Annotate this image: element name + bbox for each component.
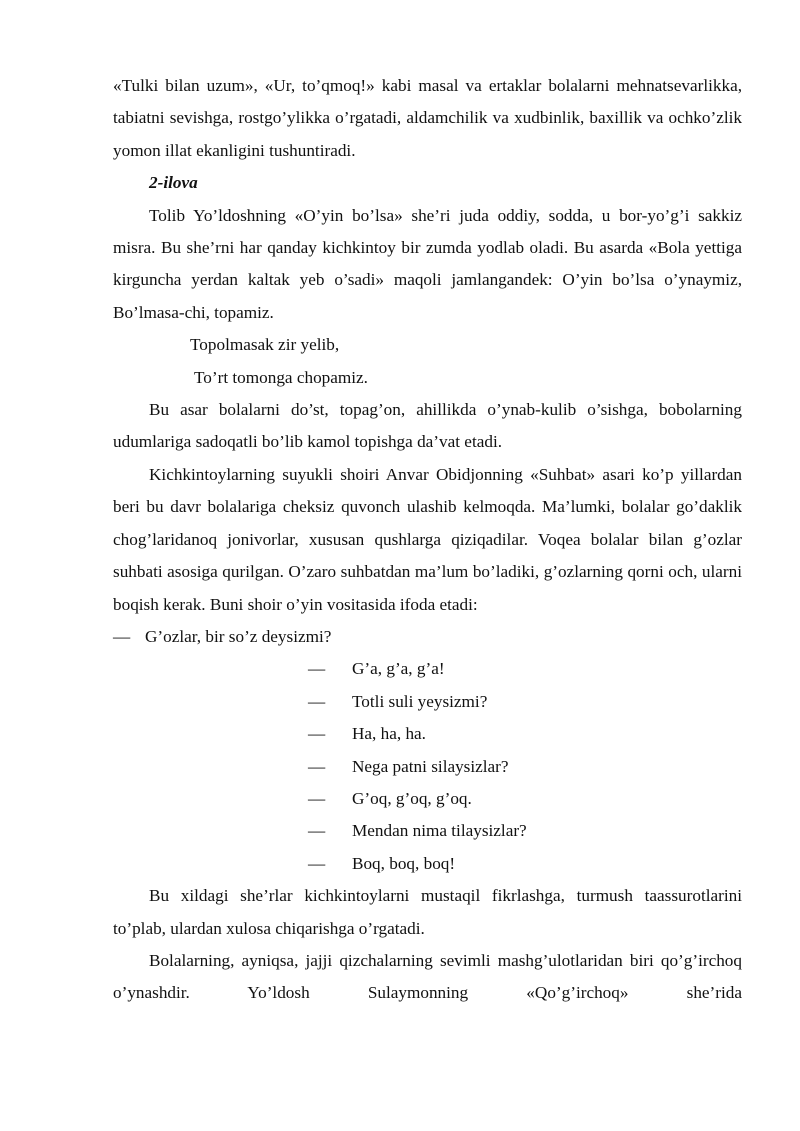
dialog-text: Nega patni silaysizlar? xyxy=(352,756,509,776)
dash-mark: — xyxy=(308,788,326,808)
dialog-text: Ha, ha, ha. xyxy=(352,724,426,744)
paragraph-qogirchoq: Bolalarning, ayniqsa, jajji qizchalarning sevimli mashg’ulotlaridan biri qo’g’irchoq o’ynashdir. Yo’ldosh Sulaymonning «Qo’g’irchoq» she’rida xyxy=(113,950,742,1003)
dialog-text: Totli suli yeysizmi? xyxy=(352,691,488,711)
dash-mark: — xyxy=(308,691,326,711)
dash-mark: — xyxy=(113,626,131,646)
paragraph-moral: Bu asar bolalarni do’st, topag’on, ahillikda o’ynab-kulib o’sishga, bobolarning udumlariga sadoqatli bo’lib kamol topishga da’vat etadi. xyxy=(113,400,742,452)
paragraph-intro: «Tulki bilan uzum», «Ur, to’qmoq!» kabi masal va ertaklar bolalarni mehnatsevarlikka, tabiatni sevishga, rostgo’ylikka o’rgatadi, aldamchilik va xudbinlik, baxillik va ochko’zlik yomon illat ekanligini tushuntiradi. xyxy=(113,76,742,160)
verse-line-2: To’rt tomonga chopamiz. xyxy=(194,367,368,387)
dialog-line xyxy=(308,653,742,685)
verse-line-1: Topolmasak zir yelib, xyxy=(190,335,340,355)
paragraph-oyin-bolsa: Tolib Yo’ldoshning «O’yin bo’lsa» she’ri juda oddiy, sodda, u bor-yo’g’i sakkiz misra. Bu she’rni har qanday kichkintoy bir zumda yodlab oladi. Bu asarda «Bola yettiga kirguncha yerdan kaltak yeb o’sadi» maqoli jamlangandek: O’yin bo’lsa o’ynaymiz, Bo’lmasa-chi, topamiz. xyxy=(113,205,742,322)
dash-mark: — xyxy=(308,821,326,841)
dash-mark: — xyxy=(308,853,326,873)
dialog-text: G’a, g’a, g’a! xyxy=(352,659,445,679)
document-page xyxy=(113,70,742,1010)
dash-mark: — xyxy=(308,756,326,776)
dialog-line xyxy=(308,751,742,783)
dash-mark: — xyxy=(308,659,326,679)
appendix-heading: 2-ilova xyxy=(149,173,198,193)
dialog-line xyxy=(308,815,742,847)
dialog-block xyxy=(113,653,742,880)
dialog-text: Boq, boq, boq! xyxy=(352,853,456,873)
dialog-opening-text: G’ozlar, bir so’z deysizmi? xyxy=(145,626,332,646)
paragraph-suhbat: Kichkintoylarning suyukli shoiri Anvar Obidjonning «Suhbat» asari ko’p yillardan beri bu davr bolalariga cheksiz quvonch ulashib kelmoqda. Ma’lumki, bolalar go’daklik chog’laridanoq jonivorlar, xususan qushlarga qiziqadilar. Voqea bolalar bilan g’ozlar suhbati asosiga qurilgan. O’zaro suhbatdan ma’lum bo’ladiki, g’ozlarning qorni och, ularni boqish kerak. Buni shoir o’yin vositasida ifoda etadi: xyxy=(113,464,742,614)
dialog-line xyxy=(308,718,742,750)
dialog-text: G’oq, g’oq, g’oq. xyxy=(352,788,472,808)
dash-mark: — xyxy=(308,724,326,744)
dialog-line xyxy=(308,848,742,880)
dialog-opening-line xyxy=(113,621,742,653)
dialog-text: Mendan nima tilaysizlar? xyxy=(352,821,527,841)
paragraph-conclusion: Bu xildagi she’rlar kichkintoylarni mustaqil fikrlashga, turmush taassurotlarini to’plab, ulardan xulosa chiqarishga o’rgatadi. xyxy=(113,886,742,938)
dialog-line xyxy=(308,783,742,815)
dialog-line xyxy=(308,686,742,718)
